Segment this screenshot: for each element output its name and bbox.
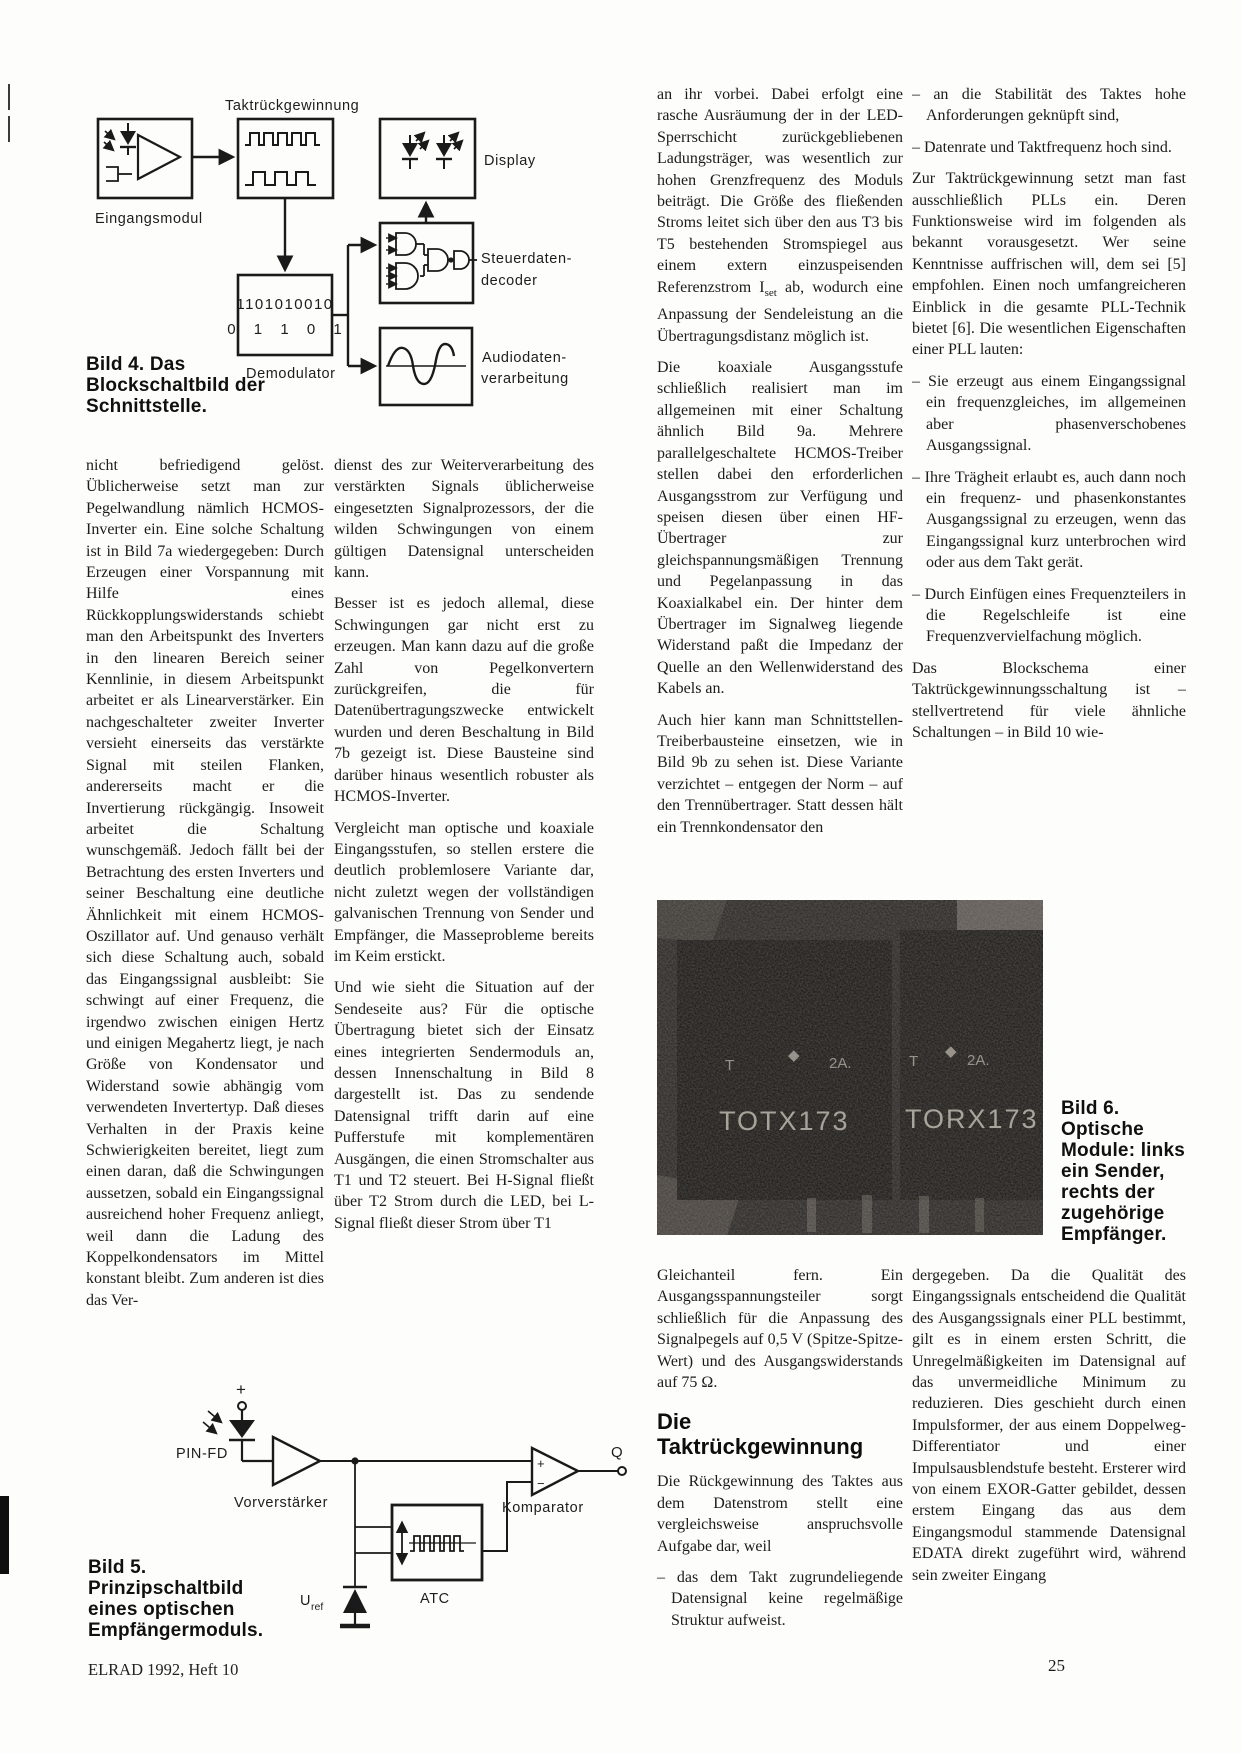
paragraph: dergegeben. Da die Qualität des Eingangssignals entscheidend die Qualität des Ausgangssignals einer PLL bestimmt, gilt es in einem ersten Schritt, die Unregelmäßigkeiten im Datensignal auf das unvermeidliche Minimum zu reduzieren. Dies geschieht durch einen Impulsformer, der aus einem Doppelweg-Differentiator und einer Impulsausblendstufe besteht. Ersterer wird von einem EXOR-Gatter gebildet, dessen erstem Eingang das aus dem Eingangsmodul stammende Datensignal EDATA direkt zugeführt wird, während sein zweiter Eingang xyxy=(912,1267,1186,1584)
bullet-item: – Ihre Trägheit erlaubt es, auch dann noch ein frequenz- und phasenkonstantes Ausgangssignal zu erzeugen, wenn das Eingangssignal kurz unterbrochen wird oder aus dem Takt gerät. xyxy=(912,468,1186,572)
registration-bar-bottom xyxy=(0,1496,9,1574)
comparator-label: Komparator xyxy=(502,1500,584,1516)
subscript-set: set xyxy=(764,286,777,299)
demodulator-bits-row2: 0 1 1 0 1 xyxy=(227,321,349,338)
section-heading-line1: Die xyxy=(657,1409,692,1435)
paragraph: Auch hier kann man Schnittstellen-Treiberbausteine einsetzen, wie in Bild 9b zu sehen ist. Diese Variante verzichtet – entgegen der Norm – auf den Trennübertrager. Statt dessen hält ein Trennkondensator den xyxy=(657,711,903,836)
bullet-item: – an die Stabilität des Taktes hohe Anforderungen geknüpft sind, xyxy=(912,86,1186,125)
uref-subscript: ref xyxy=(311,1601,324,1613)
figure5-caption: Bild 5. Prinzipschaltbild eines optischen Empfängermoduls. xyxy=(88,1557,264,1641)
wire xyxy=(482,1482,532,1551)
decoder-box xyxy=(380,223,473,303)
paragraph: Gleichanteil fern. Ein Ausgangsspannungsteiler sorgt schließlich für die Anpassung des Signalpegels auf 0,5 V (Spitze-Spitze-Wert) und des Ausgangswiderstands auf 75 Ω. xyxy=(657,1267,903,1392)
article-column-3-top xyxy=(657,84,903,899)
preamp-icon xyxy=(273,1437,320,1485)
figure6-caption: Bild 6. Optische Module: links ein Sender, rechts der zugehörige Empfänger. xyxy=(1061,1098,1185,1245)
article-column-4-bottom xyxy=(912,1265,1186,1660)
audio-waveform-icon xyxy=(386,344,466,384)
paragraph: dienst des zur Weiterverarbeitung des verstärkten Signals üblicherweise eingesetzten Signalprozessors, der die wilden Schwingungen von einem gültigen Datensignal unterscheiden kann. xyxy=(334,457,594,582)
bullet-item: – das dem Takt zugrundeliegende Datensignal keine regelmäßige Struktur aufweist. xyxy=(657,1569,903,1629)
display-box xyxy=(380,119,475,198)
receiver-marking-t: T xyxy=(909,1053,919,1070)
demodulator-box xyxy=(238,275,332,355)
preamp-label: Vorverstärker xyxy=(234,1495,329,1511)
receiver-part-number: TORX173 xyxy=(905,1104,1039,1134)
comparator-plus-input: + xyxy=(537,1456,545,1471)
paragraph: Zur Taktrückgewinnung setzt man fast ausschließlich PLLs ein. Deren Funktionsweise wird im folgenden als bekannt vorausgesetzt. Wer seine Kenntnisse auffrischen will, dem sei [5] empfohlen. Einen noch umfangreicheren Einblick in die gesamte PLL-Technik bietet [6]. Die wesentlichen Eigenschaften einer PLL lauten: xyxy=(912,170,1186,359)
transmitter-marking-diamond: ◆ xyxy=(788,1047,800,1064)
bullet-item: – Datenrate und Taktfrequenz hoch sind. xyxy=(912,138,1172,156)
clock-recovery-box xyxy=(238,119,333,198)
paragraph xyxy=(657,84,903,347)
input-module-label: Eingangsmodul xyxy=(95,211,203,227)
pin-fd-label: PIN-FD xyxy=(176,1446,228,1462)
supply-terminal xyxy=(238,1402,246,1410)
section-heading xyxy=(657,1409,903,1459)
section-heading-line2: Taktrückgewinnung xyxy=(657,1434,864,1460)
transmitter-marking-t: T xyxy=(725,1057,735,1074)
transmitter-marking-2a: 2A. xyxy=(829,1055,852,1072)
logic-gates-icon xyxy=(386,233,477,289)
photo-grain-overlay xyxy=(657,900,1043,1235)
led-icon xyxy=(436,133,462,169)
paragraph-text: ab, wodurch eine Anpassung der Sendeleistung an die Übertragungsdistanz möglich ist. xyxy=(657,278,903,345)
paragraph: Und wie sieht die Situation auf der Sendeseite aus? Für die optische Übertragung bietet sich der Einsatz eines integrierten Sendermoduls an, dessen Innenschaltung in Bild 8 dargestellt ist. Das zu sendende Datensignal trifft darin auf eine Pufferstufe mit komplementären Ausgängen, die einen Stromschalter aus T1 und T2 steuert. Bei H-Signal fließt über T2 Strom durch die LED, bei L-Signal fließt dieser Strom über T1 xyxy=(334,979,594,1232)
photodiode-icon xyxy=(104,123,136,155)
bullet-item: – Durch Einfügen eines Frequenzteilers in die Regelschleife ist eine Frequenzvervielfachung möglich. xyxy=(912,585,1186,646)
display-label: Display xyxy=(484,153,536,169)
article-column-2 xyxy=(334,455,594,1370)
demodulator-label: Demodulator xyxy=(246,366,336,382)
paragraph: Das Blockschema einer Taktrückgewinnungsschaltung ist – stellvertretend für viele ähnliche Schaltungen – in Bild 10 wie- xyxy=(912,659,1186,741)
q-output-label: Q xyxy=(611,1444,623,1461)
amplifier-icon xyxy=(138,135,180,179)
supply-plus-label: + xyxy=(236,1380,246,1399)
atc-waveform-icon xyxy=(402,1523,476,1563)
paragraph: nicht befriedigend gelöst. Üblicherweise setzt man zur Pegelwandlung nämlich HCMOS-Inverter ein. Eine solche Schaltung ist in Bild 7a wiedergegeben: Durch Erzeugen einer Vorspannung mit Hilfe eines Rückkopplungswiderstands schiebt man den Arbeitspunkt des Inverters in den linearen Bereich seiner Kennlinie, in diesem Arbeitspunkt arbeitet er als Linearverstärker. Ein nachgeschalteter zweiter Inverter versieht einerseits das verstärkte Signal mit steilen Flanken, andererseits macht er die Invertierung rückgängig. Insoweit arbeitet die Schaltung wunschgemäß. Jedoch fällt bei der Betrachtung des ersten Inverters und seiner Beschaltung eine deutliche Ähnlichkeit mit einem HCMOS-Oszillator auf. Und genauso verhält sich diese Schaltung auch, sobald das Eingangssignal ausbleibt: Sie schwingt auf einer Frequenz, die irgendwo zwischen einigen Hertz und einigen Megahertz liegt, je nach Größe von Kondensator und Widerstand sowie abhängig vom verwendeten Invertertyp. Daß dieses Verhalten in der Praxis keine Schwierigkeiten bereitet, liegt zum einen daran, daß die Schwingungen aussetzen, sobald ein Eingangssignal ausreichend hoher Frequenz anliegt, weil dann die Ladung des Koppelkondensators im Mittel konstant bleibt. Zum anderen ist dies das Ver- xyxy=(86,457,324,1309)
receiver-marking-2a: 2A. xyxy=(967,1052,990,1069)
audio-label-line1: Audiodaten- xyxy=(482,350,567,366)
comparator-minus-input: − xyxy=(537,1476,545,1491)
atc-label: ATC xyxy=(420,1591,450,1607)
receiver-marking-diamond: ◆ xyxy=(945,1043,957,1060)
paragraph: Die Rückgewinnung des Taktes aus dem Datenstrom stellt eine vergleichsweise anspruchsvolle Aufgabe dar, weil xyxy=(657,1473,903,1555)
article-column-1 xyxy=(86,455,324,1370)
registration-mark-top-2 xyxy=(8,116,10,142)
paragraph: Die koaxiale Ausgangsstufe schließlich realisiert man im allgemeinen mit einer Schaltung ähnlich Bild 9a. Mehrere parallelgeschaltete HCMOS-Treiber stellen dabei den erforderlichen Ausgangsstrom zur Verfügung und speisen diesen über einen HF-Übertrager zur gleichspannungsmäßigen Trennung und Pegelanpassung in das Koaxialkabel ein. Der hinter dem Übertrager im Signalweg liegende Widerstand paßt die Impedanz der Quelle an den Wellenwiderstand des Kabels an. xyxy=(657,359,903,698)
phototransistor-icon xyxy=(106,167,132,181)
decoder-label-line2: decoder xyxy=(481,273,538,289)
uref-label: U xyxy=(300,1593,312,1609)
reference-diode-icon xyxy=(340,1587,370,1626)
article-column-4-top xyxy=(912,84,1186,899)
article-column-3-bottom xyxy=(657,1265,903,1660)
decoder-label-line1: Steuerdaten- xyxy=(481,251,573,267)
demodulator-bits-row1: 1101010010 xyxy=(236,296,334,313)
clock-recovery-label: Taktrückgewinnung xyxy=(225,98,360,114)
clock-waveform-icon xyxy=(245,133,320,185)
journal-footer: ELRAD 1992, Heft 10 xyxy=(88,1660,239,1679)
paragraph: Vergleicht man optische und koaxiale Eingangsstufen, so stellen erstere die deutlich problemlosere Variante dar, nicht zuletzt wegen der vollständigen galvanischen Trennung von Sender und Empfänger, die Masseprobleme bereits im Keim erstickt. xyxy=(334,819,594,965)
transmitter-part-number: TOTX173 xyxy=(719,1106,850,1136)
figure4-caption: Bild 4. Das Blockschaltbild der Schnittstelle. xyxy=(86,354,266,417)
page-number: 25 xyxy=(1048,1656,1065,1675)
figure6-photo xyxy=(657,900,1043,1235)
led-icon xyxy=(402,133,428,169)
registration-mark-top-1 xyxy=(8,84,10,110)
output-terminal xyxy=(618,1467,626,1475)
paragraph-text: an ihr vorbei. Dabei erfolgt eine rasche Ausräumung der in der LED-Sperrschicht zurückgebliebenen Ladungsträger, was wesentlich zur hohen Grenzfrequenz des Moduls beiträgt. Die Größe des fließenden Stroms leitet sich über den aus T3 bis T5 bestehenden Stromspiegel aus einem extern einzuspeisenden Referenzstrom I xyxy=(657,86,903,296)
audio-label-line2: verarbeitung xyxy=(481,371,569,387)
paragraph: Besser ist es jedoch allemal, diese Schwingungen gar nicht erst zu erzeugen. Man kann dazu auf die große Zahl von Pegelkonvertern zurückgreifen, die für Datenübertragungszwecke entwickelt wurden und deren Beschaltung in Bild 7b gezeigt ist. Diese Bausteine sind darüber hinaus wesentlich robuster als HCMOS-Inverter. xyxy=(334,595,594,806)
bullet-item: – Sie erzeugt aus einem Eingangssignal ein frequenzgleiches, im allgemeinen aber phasenverschobenes Ausgangssignal. xyxy=(912,372,1186,455)
